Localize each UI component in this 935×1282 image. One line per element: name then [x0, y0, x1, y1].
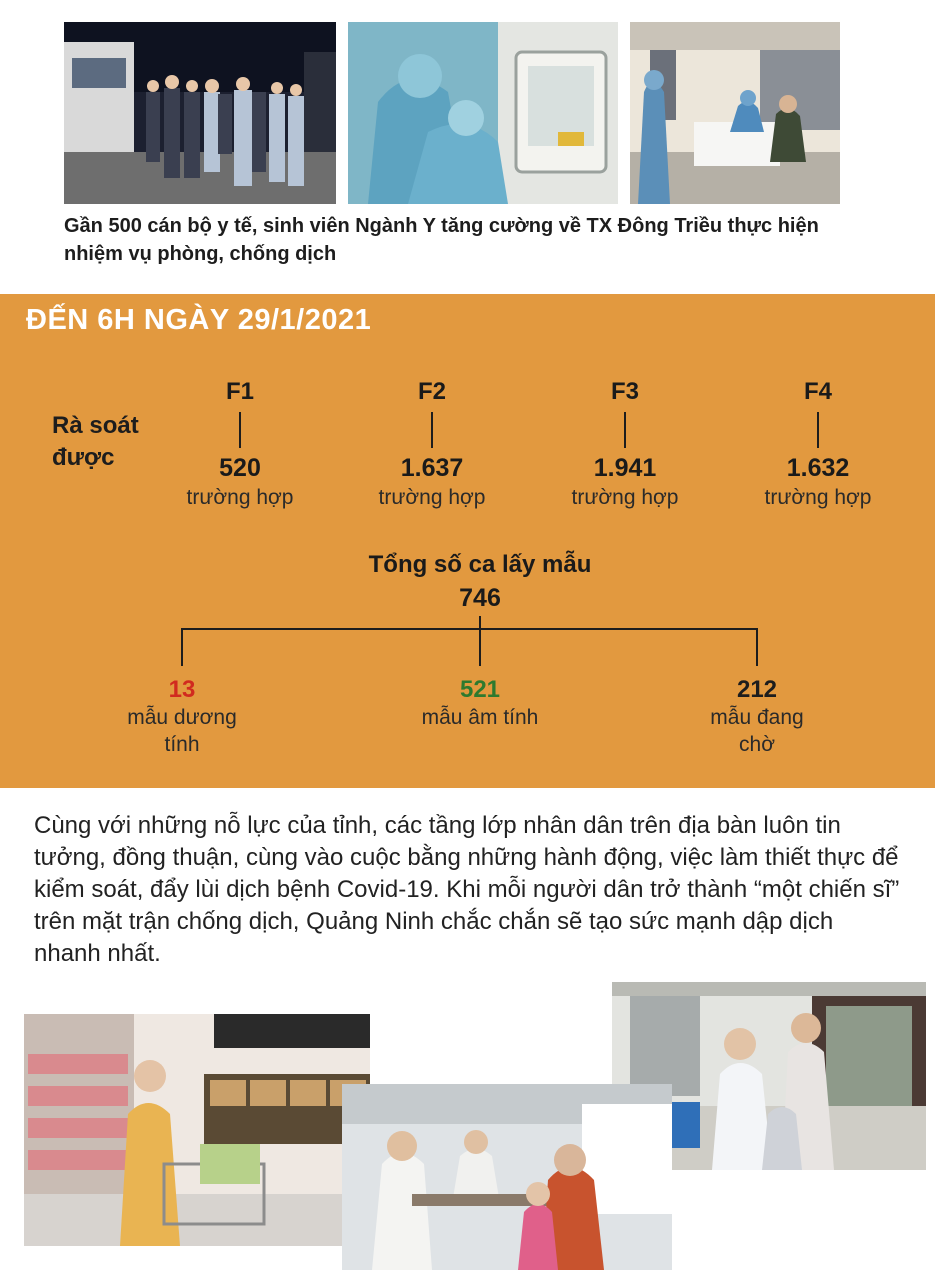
total-samples-value: 746 — [459, 584, 501, 612]
pending-samples-unit: mẫu đang chờ — [710, 706, 804, 756]
negative-samples — [390, 676, 570, 731]
f1-label: F1 — [225, 378, 254, 405]
total-samples-label: Tổng số ca lấy mẫu — [368, 551, 592, 578]
f2-value: 1.637 — [400, 454, 464, 482]
f4-connector — [817, 412, 819, 448]
f1-unit: trường hợp — [186, 486, 294, 509]
photo-doctor-consultation — [342, 1084, 672, 1270]
f4-value: 1.632 — [786, 454, 850, 482]
f4-label: F4 — [803, 378, 832, 405]
positive-samples — [92, 676, 272, 758]
f3-value: 1.941 — [593, 454, 657, 482]
panel-title: ĐẾN 6H NGÀY 29/1/2021 — [26, 304, 372, 336]
negative-samples-unit: mẫu âm tính — [421, 706, 539, 729]
f1-connector — [239, 412, 241, 448]
row-label-screened: Rà soát được — [52, 412, 139, 471]
negative-samples-value: 521 — [459, 676, 501, 703]
stats-panel — [0, 294, 935, 788]
positive-samples-value: 13 — [168, 676, 196, 703]
f3-connector — [624, 412, 626, 448]
f3-label: F3 — [610, 378, 639, 405]
photo-lab-technicians — [348, 22, 618, 204]
photo-checkpoint-desk — [630, 22, 840, 204]
f2-column — [352, 376, 512, 512]
f2-label: F2 — [417, 378, 446, 405]
f4-column — [738, 376, 898, 512]
f3-column — [545, 376, 705, 512]
f2-unit: trường hợp — [378, 486, 486, 509]
photo-caption: Gần 500 cán bộ y tế, sinh viên Ngành Y tăng cường về TX Đông Triều thực hiện nhiệm vụ phòng, chống dịch — [64, 215, 819, 265]
f3-unit: trường hợp — [571, 486, 679, 509]
pending-samples-value: 212 — [736, 676, 778, 703]
photo-supermarket-shopper — [24, 1014, 370, 1246]
positive-samples-unit: mẫu dương tính — [127, 706, 237, 756]
body-paragraph: Cùng với những nỗ lực của tỉnh, các tầng lớp nhân dân trên địa bàn luôn tin tưởng, đồng thuận, cùng vào cuộc bằng những hành động, việc làm thiết thực để kiểm soát, đẩy lùi dịch bệnh Covid-19. Khi mỗi người dân trở thành “một chiến sĩ” trên mặt trận chống dịch, Quảng Ninh chắc chắn sẽ tạo sức mạnh dập dịch nhanh nhất. — [34, 812, 900, 967]
f4-unit: trường hợp — [764, 486, 872, 509]
f2-connector — [431, 412, 433, 448]
pending-samples — [667, 676, 847, 758]
photo-medical-staff-night — [64, 22, 336, 204]
f1-value: 520 — [219, 454, 261, 482]
f1-column — [160, 376, 320, 512]
